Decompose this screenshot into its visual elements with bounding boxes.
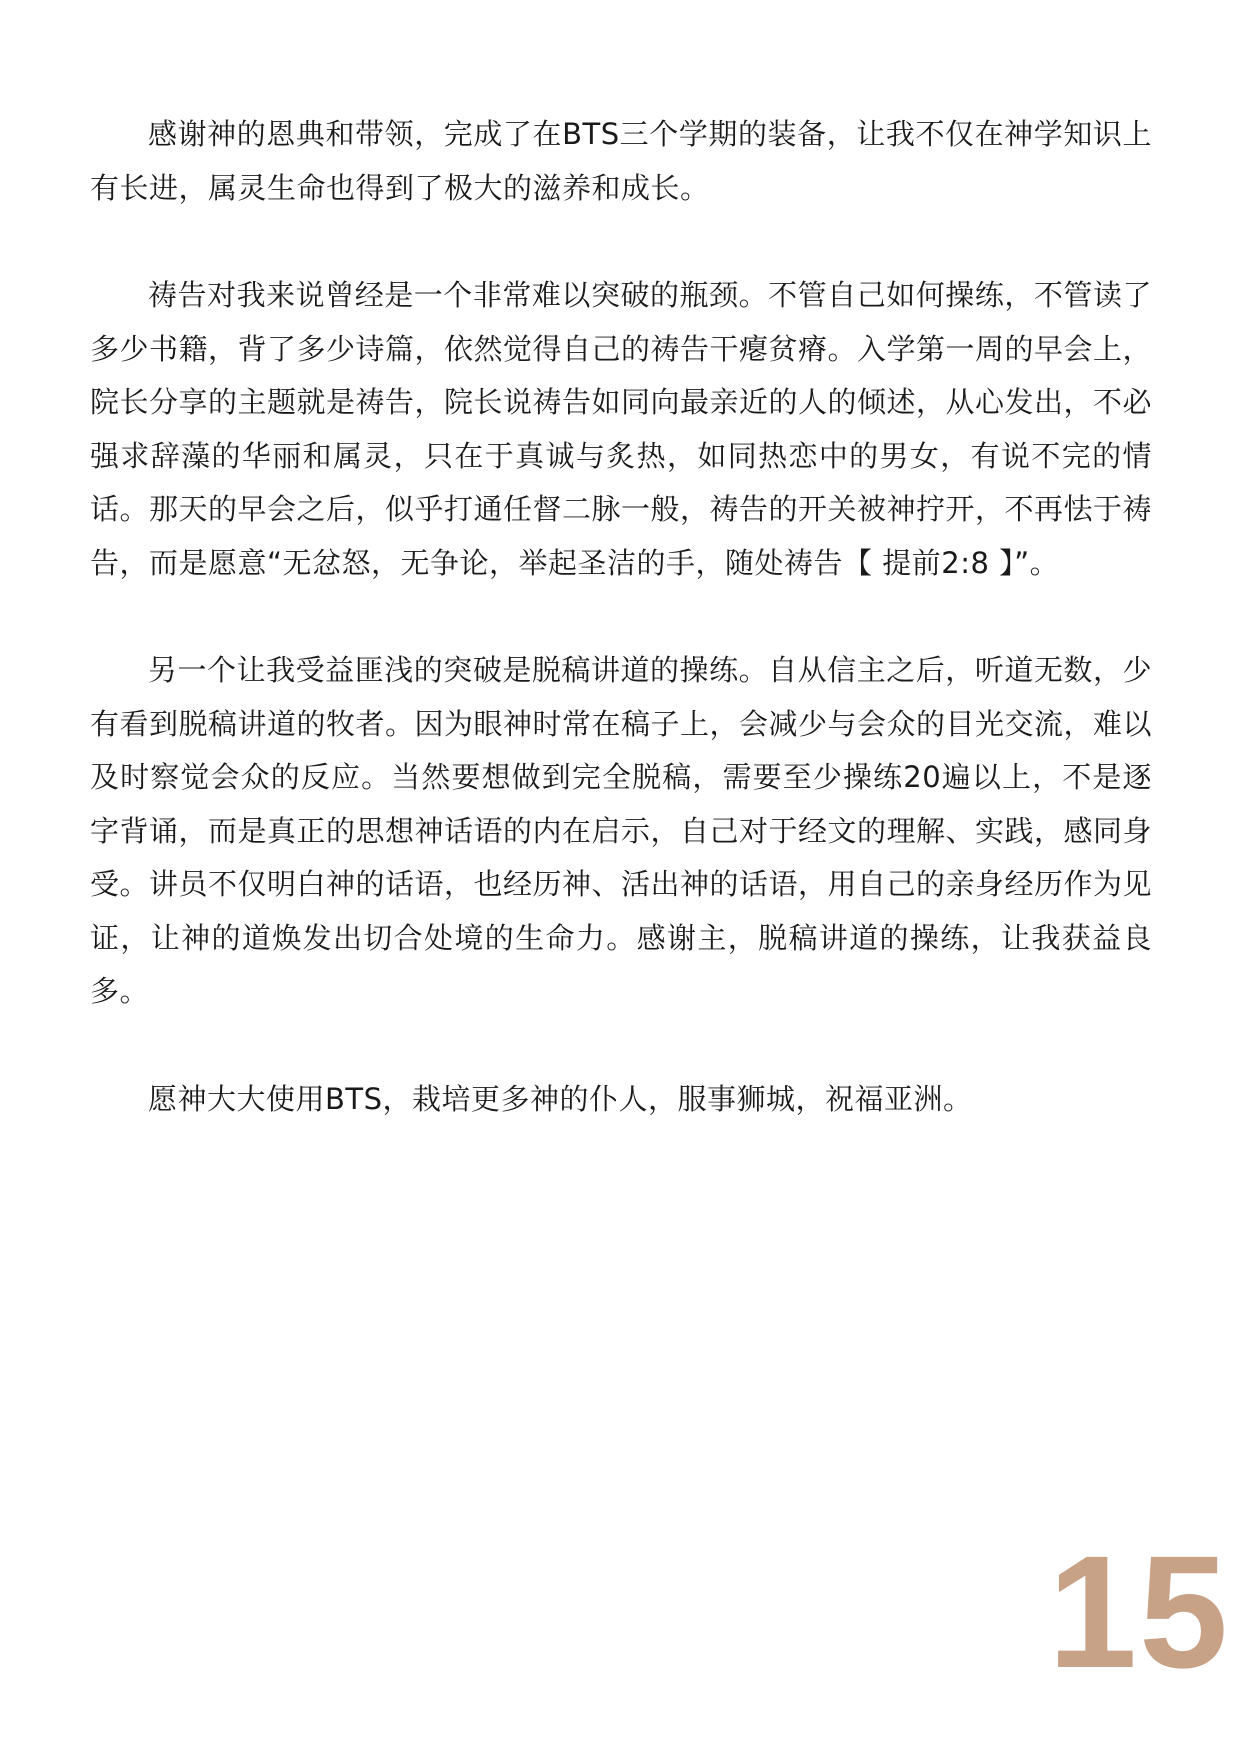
paragraph-blessing: 愿神大大使用BTS，栽培更多神的仆人，服事狮城，祝福亚洲。	[148, 1081, 973, 1116]
paragraph-prayer: 祷告对我来说曾经是一个非常难以突破的瓶颈。不管自己如何操练，不管读了多少书籍，背了多少诗篇，依然觉得自己的祷告干瘪贫瘠。入学第一周的早会上，院长分享的主题就是祷告，院长说祷告如同向最亲近的人的倾述，从心发出，不必强求辞藻的华丽和属灵，只在于真诚与炙热，如同热恋中的男女，有说不完的情话。那天的早会之后，似乎打通任督二脉一般，祷告的开关被神拧开，不再怯于祷告，而是愿意“无忿怒，无争论，举起圣洁的手，随处祷告【 提前2:8 】”。	[90, 278, 1153, 580]
paragraph-gratitude: 感谢神的恩典和带领，完成了在BTS三个学期的装备，让我不仅在神学知识上有长进，属灵生命也得到了极大的滋养和成长。	[90, 117, 1152, 205]
document-body	[90, 108, 1152, 1180]
page-number: 15	[1048, 1522, 1230, 1701]
paragraph-preaching: 另一个让我受益匪浅的突破是脱稿讲道的操练。自从信主之后，听道无数，少有看到脱稿讲道的牧者。因为眼神时常在稿子上，会减少与会众的目光交流，难以及时察觉会众的反应。当然要想做到完全脱稿，需要至少操练20遍以上，不是逐字背诵，而是真正的思想神话语的内在启示，自己对于经文的理解、实践，感同身受。讲员不仅明白神的话语，也经历神、活出神的话语，用自己的亲身经历作为见证，让神的道焕发出切合处境的生命力。感谢主，脱稿讲道的操练，让我获益良多。	[90, 653, 1153, 1008]
